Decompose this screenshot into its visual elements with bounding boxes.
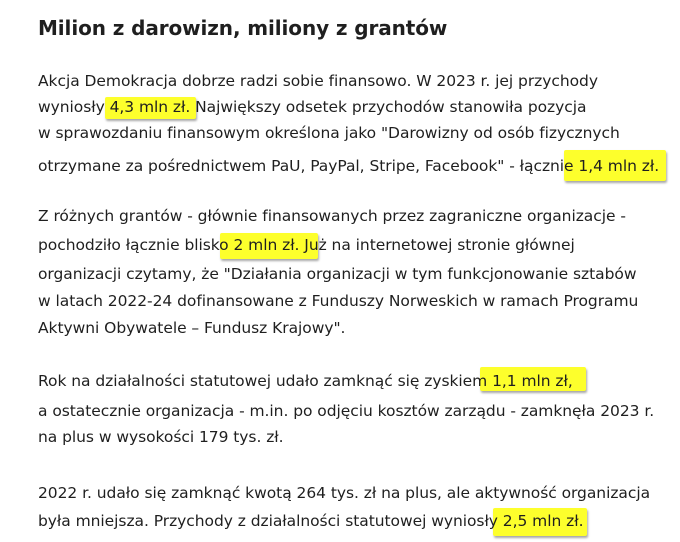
paragraph-line: 2022 r. udało się zamknąć kwotą 264 tys. zł na plus, ale aktywność organizacja — [38, 484, 651, 502]
paragraph-line: a ostatecznie organizacja - m.in. po odjęciu kosztów zarządu - zamknęła 2023 r. — [38, 402, 655, 420]
paragraph-line: Akcja Demokracja dobrze radzi sobie finansowo. W 2023 r. jej przychody — [38, 72, 598, 90]
paragraph-line: w sprawozdaniu finansowym określona jako "Darowizny od osób fizycznych — [38, 124, 620, 142]
paragraph-line: Aktywni Obywatele – Fundusz Krajowy". — [38, 319, 346, 337]
paragraph-line: pochodziło łącznie blisko 2 mln zł. Już na internetowej stronie głównej — [38, 236, 575, 254]
article-title: Milion z darowizn, miliony z grantów — [38, 16, 448, 40]
paragraph-line: Z różnych grantów - głównie finansowanych przez zagraniczne organizacje - — [38, 207, 626, 225]
paragraph-line: na plus w wysokości 179 tys. zł. — [38, 428, 284, 446]
paragraph-line: organizacji czytamy, że "Działania organizacji w tym funkcjonowanie sztabów — [38, 265, 637, 283]
paragraph-line: w latach 2022-24 dofinansowane z Funduszy Norweskich w ramach Programu — [38, 292, 639, 310]
paragraph-line: była mniejsza. Przychody z działalności statutowej wyniosły 2,5 mln zł. — [38, 512, 584, 530]
paragraph-line: otrzymane za pośrednictwem PaU, PayPal, Stripe, Facebook" - łącznie 1,4 mln zł. — [38, 157, 660, 175]
paragraph-line: wyniosły 4,3 mln zł. Największy odsetek przychodów stanowiła pozycja — [38, 98, 587, 116]
paragraph-line: Rok na działalności statutowej udało zamknąć się zyskiem 1,1 mln zł, — [38, 372, 573, 390]
